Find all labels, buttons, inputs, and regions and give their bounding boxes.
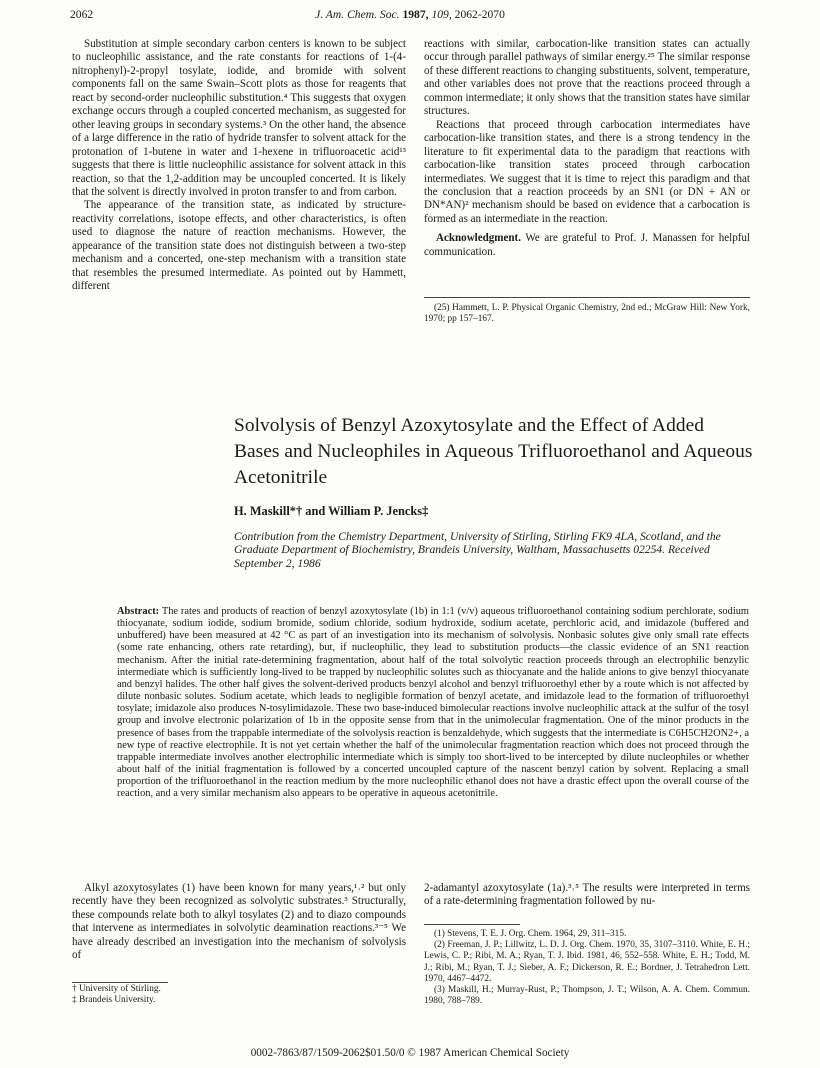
footnote-rule: [424, 924, 520, 925]
acknowledgment-text: We are grateful to Prof. J. Manassen for helpful communication.: [424, 232, 750, 258]
footnote-3: (3) Maskill, H.; Murray-Rust, P.; Thompson, J. T.; Wilson, A. A. Chem. Commun. 1980, 788–789.: [424, 985, 750, 1007]
running-header: [70, 8, 750, 24]
article-authors: H. Maskill*† and William P. Jencks‡: [234, 504, 429, 518]
footnote-2: (2) Freeman, J. P.; Lillwitz, L. D. J. Org. Chem. 1970, 35, 3107–3110. White, E. H.; Lewis, C. P.; Ribi, M. A.; Ryan, T. J. Ibid. 1981, 46, 552–558. White, E. H.; Todd, M. J.; Ribi, M.; Ryan, T. J.; Sieber, A. F.; Dickerson, R. E.; Bordner, J. Tetrahedron Lett. 1970, 4467–4472.: [424, 940, 750, 984]
article-affiliation: Contribution from the Chemistry Department, University of Stirling, Stirling FK9 4LA, Scotland, and the Graduate Department of Biochemistry, Brandeis University, Waltham, Massachusetts 02254. Received September 2, 1986: [234, 530, 721, 570]
bottom-left-column: [72, 882, 406, 963]
page-footer: 0002-7863/87/1509-2062$01.50/0 © 1987 American Chemical Society: [250, 1047, 570, 1059]
paragraph: Reactions that proceed through carbocation intermediates have carbocation-like transition states, and there is a strong tendency in the literature to fit experimental data to the paradigm that reactions with carbocation-like transition states proceed through carbocation intermediates. We suggest that it is time to reject this paradigm and that the conclusion that a reaction proceeds by an SN1 (or DN + AN or DN*AN)² mechanism should be based on evidence that a carbocation is formed as an intermediate in the reaction.: [424, 118, 750, 225]
acknowledgment-label: Acknowledgment.: [436, 232, 521, 245]
abstract: [117, 606, 749, 801]
journal-pages: 2062-2070: [454, 8, 505, 21]
journal-citation: [70, 8, 750, 21]
top-left-column: [72, 38, 406, 294]
bottom-right-column: [424, 882, 750, 909]
journal-name: J. Am. Chem. Soc.: [315, 8, 400, 21]
abstract-text: The rates and products of reaction of benzyl azoxytosylate (1b) in 1:1 (v/v) aqueous trifluoroethanol containing sodium perchlorate, sodium thiocyanate, sodium iodide, sodium bromide, sodium chloride, sodium hydroxide, sodium acetate, perchloric acid, and imidazole (buffered and unbuffered) have been measured at 42 °C as part of an investigation into its mechanism of solvolysis. Nonbasic solutes give only small rate effects (some rate enhancing, others rate retarding), but, if nucleophilic, they lead to substitution products—the classic evidence of an SN1 reaction mechanism. After the initial rate-determining fragmentation, about half of the total solvolytic reaction proceeds through an electrophilic benzylic intermediate which is sufficiently long-lived to be trapped by nucleophilic solutes such as thiocyanate and the halide anions to give benzyl thiocyanate and benzyl halides. The other half gives the solvent-derived products benzyl alcohol and benzyl trifluoroethyl ether by a route which is not affected by dilute nonbasic solutes. Sodium acetate, which leads to negligible formation of benzyl acetate, and imidazole lead to the formation of trifluoroethyl tosylate; imidazole also produces N-tosylimidazole. These two base-induced bimolecular reactions involve nucleophilic attack at the sulfur of the tosyl group and involve electronic polarization of 1b in the opposite sense from that in the unimolecular fragmentation. One of the minor products in the presence of bases from the trappable intermediate of the solvolysis reaction is benzaldehyde, which suggests that the intermediate is C6H5CH2ON2+, a new type of reactive electrophile. It is not yet certain whether the half of the unimolecular fragmentation reaction which does not proceed through the trappable intermediate involves another electrophilic intermediate which is simply too short-lived to be intercepted by dilute nucleophiles or whether about half of the initial fragmentation is followed by a concerted uncoupled capture of the nascent benzyl cation by solvent. Replacing a small proportion of the trifluoroethanol in the reaction medium by the more nucleophilic ethanol does not have a drastic effect upon the overall course of the reaction, and a very similar mechanism also appears to be operative in aqueous acetonitrile.: [117, 606, 749, 800]
paragraph: 2-adamantyl azoxytosylate (1a).³˒⁵ The results were interpreted in terms of a rate-determining fragmentation followed by nu-: [424, 882, 750, 908]
paragraph: Alkyl azoxytosylates (1) have been known for many years,¹˒² but only recently have they been recognized as solvolytic substrates.³ Structurally, these compounds relate both to alkyl tosylates (2) and to diazo compounds that intervene as intermediates in solvolytic deamination reactions.³⁻⁵ We have already described an investigation into the mechanism of solvolysis of: [72, 882, 406, 962]
journal-volume: 109,: [431, 8, 452, 21]
abstract-label: Abstract:: [117, 606, 160, 617]
reference-footnotes: [424, 929, 750, 1007]
journal-year: 1987,: [402, 8, 429, 21]
footnote-25: [424, 303, 750, 325]
page-number: 2062: [70, 8, 94, 21]
footnote-brandeis: ‡ Brandeis University.: [72, 995, 156, 1006]
footnote-stirling: † University of Stirling.: [72, 984, 161, 994]
paragraph: Substitution at simple secondary carbon centers is known to be subject to nucleophilic assistance, and the rate constants for reactions of 1-(4-nitrophenyl)-2-propyl tosylate, iodide, and bromide with solvent components fall on the same Swain–Scott plots as those for reagents that react by second-order nucleophilic substitution.⁴ This suggests that oxygen exchange occurs through a coupled concerted mechanism, as suggested for other leaving groups in secondary systems.³ On the other hand, the absence of a large difference in the ratio of hydride transfer to solvent attack for the protonation of 1-butene in water and 1-hexene in trifluoroacetic acid¹³ suggests that there is little nucleophilic assistance for solvent attack in this reaction, so that the 1,2-addition may be uncoupled concerted. It is likely that the solvent is directly involved in proton transfer to and from carbon.: [72, 38, 406, 198]
paragraph: reactions with similar, carbocation-like transition states can actually occur through parallel pathways of similar energy.²⁵ The similar response of these different reactions to changing substituents, solvent, temperature, and other variables does not prove that the reactions proceed through a common intermediate; it only shows that the transition states have similar structures.: [424, 38, 750, 118]
footnote-rule: [72, 982, 168, 983]
paragraph: The appearance of the transition state, as indicated by structure-reactivity correlations, isotope effects, and other characteristics, is often used to diagnose the nature of reaction mechanisms. However, the appearance of the transition state does not distinguish between a two-step mechanism and a concerted, one-step mechanism with a transition state that resembles the presumed intermediate. As pointed out by Hammett, different: [72, 199, 406, 293]
affiliation-footnotes: [72, 984, 406, 1006]
top-right-column: [424, 38, 750, 259]
footnote-1: (1) Stevens, T. E. J. Org. Chem. 1964, 29, 311–315.: [434, 929, 627, 939]
footnote-rule: [424, 297, 750, 298]
acknowledgment: [424, 232, 750, 259]
footnote-text: (25) Hammett, L. P. Physical Organic Chemistry, 2nd ed.; McGraw Hill: New York, 1970; pp 157–167.: [424, 303, 750, 325]
article-title: Solvolysis of Benzyl Azoxytosylate and the Effect of Added Bases and Nucleophiles in Aqueous Trifluoroethanol and Aqueous Acetonitrile: [234, 415, 753, 488]
